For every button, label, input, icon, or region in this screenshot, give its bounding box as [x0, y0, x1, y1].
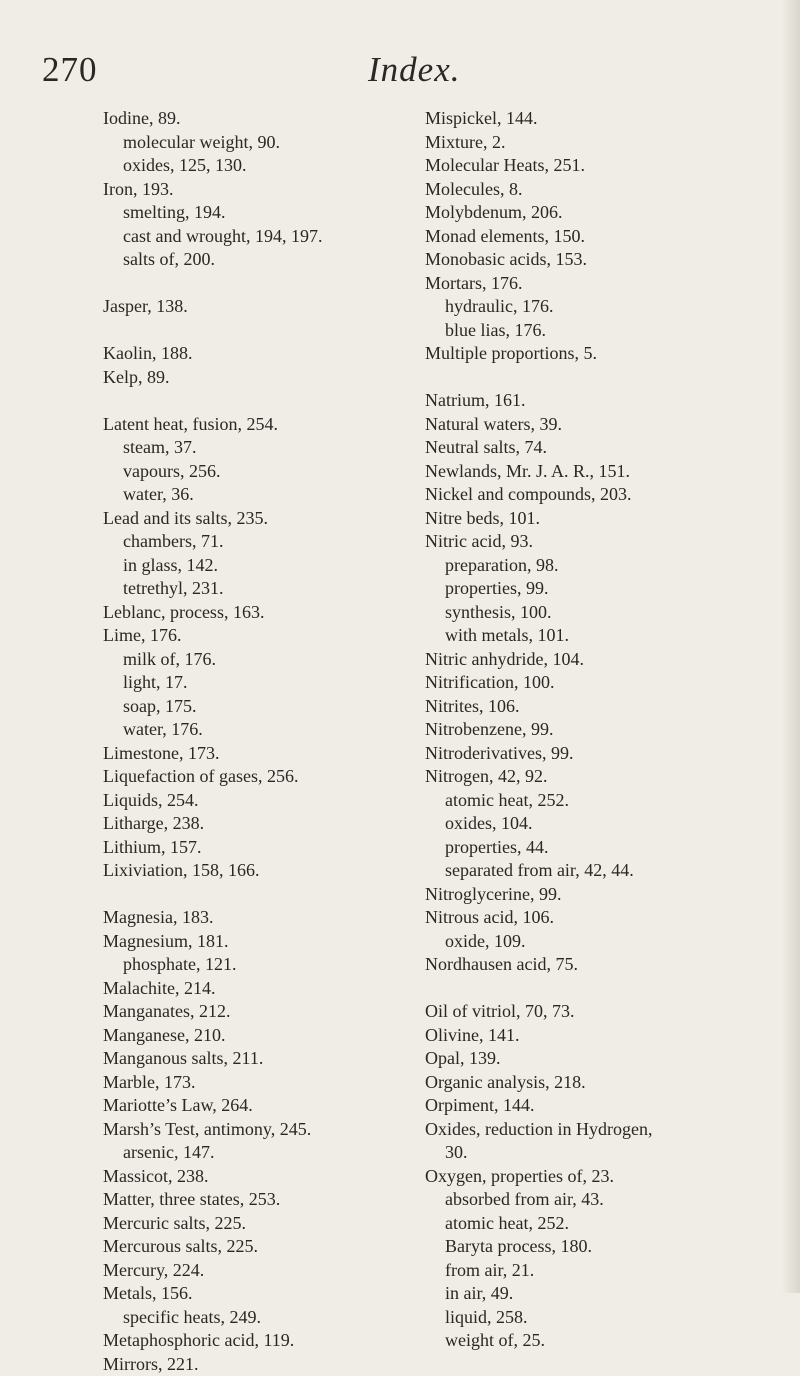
index-entry: Oxygen, properties of, 23.	[425, 1165, 795, 1189]
index-subentry: 30.	[425, 1141, 795, 1165]
index-entry: Oil of vitriol, 70, 73.	[425, 1000, 795, 1024]
index-entry: Lead and its salts, 235.	[103, 507, 473, 531]
index-subentry: atomic heat, 252.	[425, 1212, 795, 1236]
index-subentry: hydraulic, 176.	[425, 295, 795, 319]
index-subentry: vapours, 256.	[103, 460, 473, 484]
index-subentry: chambers, 71.	[103, 530, 473, 554]
index-subentry: salts of, 200.	[103, 248, 473, 272]
index-subentry: specific heats, 249.	[103, 1306, 473, 1330]
index-entry: Metaphosphoric acid, 119.	[103, 1329, 473, 1353]
index-subentry: liquid, 258.	[425, 1306, 795, 1330]
index-entry: Magnesium, 181.	[103, 930, 473, 954]
index-subentry: absorbed from air, 43.	[425, 1188, 795, 1212]
index-entry: Jasper, 138.	[103, 295, 473, 319]
index-entry: Limestone, 173.	[103, 742, 473, 766]
index-entry: Mispickel, 144.	[425, 107, 795, 131]
index-entry: Liquids, 254.	[103, 789, 473, 813]
index-entry: Orpiment, 144.	[425, 1094, 795, 1118]
index-entry: Manganese, 210.	[103, 1024, 473, 1048]
index-entry: Opal, 139.	[425, 1047, 795, 1071]
index-subentry: properties, 99.	[425, 577, 795, 601]
index-entry: Leblanc, process, 163.	[103, 601, 473, 625]
index-entry: Massicot, 238.	[103, 1165, 473, 1189]
index-subentry: smelting, 194.	[103, 201, 473, 225]
entry-gap	[103, 272, 473, 296]
entry-gap	[103, 389, 473, 413]
index-entry: Marsh’s Test, antimony, 245.	[103, 1118, 473, 1142]
index-entry: Litharge, 238.	[103, 812, 473, 836]
index-entry: Magnesia, 183.	[103, 906, 473, 930]
index-subentry: phosphate, 121.	[103, 953, 473, 977]
index-entry: Matter, three states, 253.	[103, 1188, 473, 1212]
index-entry: Organic analysis, 218.	[425, 1071, 795, 1095]
index-entry: Olivine, 141.	[425, 1024, 795, 1048]
index-subentry: steam, 37.	[103, 436, 473, 460]
index-entry: Mercuric salts, 225.	[103, 1212, 473, 1236]
index-subentry: weight of, 25.	[425, 1329, 795, 1353]
index-subentry: in glass, 142.	[103, 554, 473, 578]
index-column-right	[425, 107, 795, 1353]
index-entry: Nitrobenzene, 99.	[425, 718, 795, 742]
index-column-left	[103, 107, 473, 1376]
index-entry: Manganates, 212.	[103, 1000, 473, 1024]
index-entry: Lime, 176.	[103, 624, 473, 648]
page-number: 270	[42, 50, 98, 90]
index-subentry: preparation, 98.	[425, 554, 795, 578]
page-title: Index.	[368, 50, 460, 90]
index-entry: Kelp, 89.	[103, 366, 473, 390]
index-subentry: milk of, 176.	[103, 648, 473, 672]
index-subentry: with metals, 101.	[425, 624, 795, 648]
index-entry: Molecules, 8.	[425, 178, 795, 202]
index-entry: Kaolin, 188.	[103, 342, 473, 366]
index-subentry: molecular weight, 90.	[103, 131, 473, 155]
index-subentry: water, 176.	[103, 718, 473, 742]
entry-gap	[425, 977, 795, 1001]
index-entry: Molecular Heats, 251.	[425, 154, 795, 178]
index-entry: Mariotte’s Law, 264.	[103, 1094, 473, 1118]
index-entry: Nitrous acid, 106.	[425, 906, 795, 930]
index-entry: Monobasic acids, 153.	[425, 248, 795, 272]
index-entry: Malachite, 214.	[103, 977, 473, 1001]
index-entry: Mercury, 224.	[103, 1259, 473, 1283]
index-subentry: in air, 49.	[425, 1282, 795, 1306]
index-entry: Newlands, Mr. J. A. R., 151.	[425, 460, 795, 484]
index-entry: Multiple proportions, 5.	[425, 342, 795, 366]
entry-gap	[103, 883, 473, 907]
index-subentry: separated from air, 42, 44.	[425, 859, 795, 883]
index-entry: Iron, 193.	[103, 178, 473, 202]
index-entry: Liquefaction of gases, 256.	[103, 765, 473, 789]
index-subentry: light, 17.	[103, 671, 473, 695]
index-entry: Natural waters, 39.	[425, 413, 795, 437]
index-entry: Mercurous salts, 225.	[103, 1235, 473, 1259]
index-entry: Nitrogen, 42, 92.	[425, 765, 795, 789]
index-subentry: from air, 21.	[425, 1259, 795, 1283]
index-entry: Molybdenum, 206.	[425, 201, 795, 225]
index-entry: Neutral salts, 74.	[425, 436, 795, 460]
index-entry: Nickel and compounds, 203.	[425, 483, 795, 507]
index-entry: Manganous salts, 211.	[103, 1047, 473, 1071]
index-entry: Mortars, 176.	[425, 272, 795, 296]
index-entry: Lithium, 157.	[103, 836, 473, 860]
index-subentry: arsenic, 147.	[103, 1141, 473, 1165]
index-entry: Nitroderivatives, 99.	[425, 742, 795, 766]
index-subentry: oxides, 104.	[425, 812, 795, 836]
index-subentry: atomic heat, 252.	[425, 789, 795, 813]
index-subentry: properties, 44.	[425, 836, 795, 860]
index-subentry: blue lias, 176.	[425, 319, 795, 343]
index-entry: Nitrification, 100.	[425, 671, 795, 695]
index-entry: Lixiviation, 158, 166.	[103, 859, 473, 883]
index-subentry: synthesis, 100.	[425, 601, 795, 625]
index-subentry: oxides, 125, 130.	[103, 154, 473, 178]
index-entry: Nordhausen acid, 75.	[425, 953, 795, 977]
index-entry: Nitric acid, 93.	[425, 530, 795, 554]
index-subentry: Baryta process, 180.	[425, 1235, 795, 1259]
index-entry: Mixture, 2.	[425, 131, 795, 155]
index-entry: Iodine, 89.	[103, 107, 473, 131]
index-entry: Nitroglycerine, 99.	[425, 883, 795, 907]
index-entry: Monad elements, 150.	[425, 225, 795, 249]
index-entry: Nitre beds, 101.	[425, 507, 795, 531]
index-entry: Marble, 173.	[103, 1071, 473, 1095]
index-subentry: oxide, 109.	[425, 930, 795, 954]
index-subentry: tetrethyl, 231.	[103, 577, 473, 601]
index-subentry: soap, 175.	[103, 695, 473, 719]
index-entry: Nitrites, 106.	[425, 695, 795, 719]
index-entry: Metals, 156.	[103, 1282, 473, 1306]
index-entry: Nitric anhydride, 104.	[425, 648, 795, 672]
entry-gap	[103, 319, 473, 343]
index-subentry: cast and wrought, 194, 197.	[103, 225, 473, 249]
index-entry: Natrium, 161.	[425, 389, 795, 413]
index-entry: Mirrors, 221.	[103, 1353, 473, 1376]
index-entry: Latent heat, fusion, 254.	[103, 413, 473, 437]
index-subentry: water, 36.	[103, 483, 473, 507]
entry-gap	[425, 366, 795, 390]
index-entry: Oxides, reduction in Hydrogen,	[425, 1118, 795, 1142]
